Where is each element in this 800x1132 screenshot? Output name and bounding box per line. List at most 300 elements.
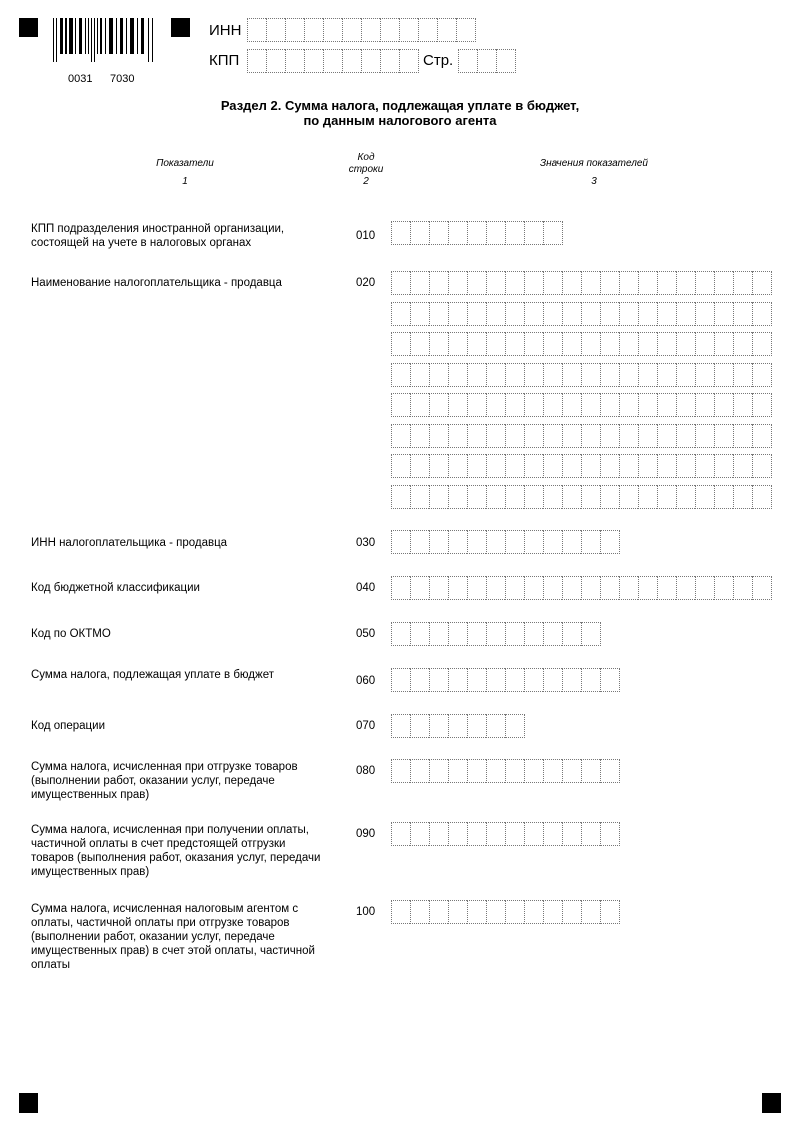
char-cell[interactable] xyxy=(505,454,524,478)
row-field-010[interactable] xyxy=(391,221,563,245)
char-cell[interactable] xyxy=(486,485,505,509)
char-cell[interactable] xyxy=(467,302,486,326)
char-cell[interactable] xyxy=(600,424,619,448)
char-cell[interactable] xyxy=(657,332,676,356)
char-cell[interactable] xyxy=(467,332,486,356)
char-cell[interactable] xyxy=(524,221,543,245)
char-cell[interactable] xyxy=(391,393,410,417)
char-cell[interactable] xyxy=(657,271,676,295)
char-cell[interactable] xyxy=(486,576,505,600)
char-cell[interactable] xyxy=(619,454,638,478)
char-cell[interactable] xyxy=(657,454,676,478)
char-cell[interactable] xyxy=(391,530,410,554)
char-cell[interactable] xyxy=(505,332,524,356)
char-cell[interactable] xyxy=(391,221,410,245)
char-cell[interactable] xyxy=(752,393,772,417)
row-field-070[interactable] xyxy=(391,714,525,738)
char-cell[interactable] xyxy=(429,822,448,846)
char-cell[interactable] xyxy=(581,822,600,846)
char-cell[interactable] xyxy=(467,822,486,846)
char-cell[interactable] xyxy=(467,485,486,509)
char-cell[interactable] xyxy=(486,393,505,417)
char-cell[interactable] xyxy=(448,822,467,846)
char-cell[interactable] xyxy=(581,454,600,478)
char-cell[interactable] xyxy=(361,49,380,73)
char-cell[interactable] xyxy=(733,332,752,356)
char-cell[interactable] xyxy=(543,822,562,846)
char-cell[interactable] xyxy=(448,485,467,509)
char-cell[interactable] xyxy=(410,822,429,846)
char-cell[interactable] xyxy=(505,302,524,326)
char-cell[interactable] xyxy=(752,302,772,326)
char-cell[interactable] xyxy=(600,454,619,478)
row-field-050[interactable] xyxy=(391,622,601,646)
char-cell[interactable] xyxy=(657,424,676,448)
char-cell[interactable] xyxy=(410,759,429,783)
char-cell[interactable] xyxy=(562,424,581,448)
char-cell[interactable] xyxy=(429,485,448,509)
char-cell[interactable] xyxy=(266,18,285,42)
char-cell[interactable] xyxy=(410,271,429,295)
char-cell[interactable] xyxy=(543,221,563,245)
char-cell[interactable] xyxy=(600,576,619,600)
char-cell[interactable] xyxy=(467,900,486,924)
char-cell[interactable] xyxy=(467,576,486,600)
char-cell[interactable] xyxy=(695,363,714,387)
char-cell[interactable] xyxy=(410,485,429,509)
char-cell[interactable] xyxy=(437,18,456,42)
char-cell[interactable] xyxy=(714,424,733,448)
char-cell[interactable] xyxy=(581,271,600,295)
char-cell[interactable] xyxy=(429,363,448,387)
char-cell[interactable] xyxy=(467,271,486,295)
char-cell[interactable] xyxy=(600,900,620,924)
char-cell[interactable] xyxy=(619,363,638,387)
char-cell[interactable] xyxy=(581,393,600,417)
char-cell[interactable] xyxy=(429,668,448,692)
row-field-020-line-5[interactable] xyxy=(391,393,772,417)
char-cell[interactable] xyxy=(657,393,676,417)
char-cell[interactable] xyxy=(600,302,619,326)
char-cell[interactable] xyxy=(714,454,733,478)
char-cell[interactable] xyxy=(505,363,524,387)
char-cell[interactable] xyxy=(562,393,581,417)
char-cell[interactable] xyxy=(486,530,505,554)
char-cell[interactable] xyxy=(695,332,714,356)
char-cell[interactable] xyxy=(391,668,410,692)
char-cell[interactable] xyxy=(600,530,620,554)
char-cell[interactable] xyxy=(342,49,361,73)
char-cell[interactable] xyxy=(581,900,600,924)
char-cell[interactable] xyxy=(600,668,620,692)
char-cell[interactable] xyxy=(448,424,467,448)
char-cell[interactable] xyxy=(429,714,448,738)
char-cell[interactable] xyxy=(410,530,429,554)
char-cell[interactable] xyxy=(448,576,467,600)
char-cell[interactable] xyxy=(448,221,467,245)
char-cell[interactable] xyxy=(429,900,448,924)
char-cell[interactable] xyxy=(543,668,562,692)
char-cell[interactable] xyxy=(752,454,772,478)
char-cell[interactable] xyxy=(467,759,486,783)
char-cell[interactable] xyxy=(399,49,419,73)
char-cell[interactable] xyxy=(410,668,429,692)
char-cell[interactable] xyxy=(581,668,600,692)
char-cell[interactable] xyxy=(562,332,581,356)
char-cell[interactable] xyxy=(657,576,676,600)
char-cell[interactable] xyxy=(391,363,410,387)
row-field-020-line-1[interactable] xyxy=(391,271,772,295)
char-cell[interactable] xyxy=(581,530,600,554)
char-cell[interactable] xyxy=(505,530,524,554)
char-cell[interactable] xyxy=(304,18,323,42)
char-cell[interactable] xyxy=(752,485,772,509)
char-cell[interactable] xyxy=(714,332,733,356)
char-cell[interactable] xyxy=(524,759,543,783)
row-field-060[interactable] xyxy=(391,668,620,692)
char-cell[interactable] xyxy=(429,271,448,295)
char-cell[interactable] xyxy=(714,485,733,509)
char-cell[interactable] xyxy=(247,18,266,42)
char-cell[interactable] xyxy=(448,302,467,326)
char-cell[interactable] xyxy=(285,49,304,73)
char-cell[interactable] xyxy=(429,759,448,783)
char-cell[interactable] xyxy=(543,332,562,356)
char-cell[interactable] xyxy=(638,271,657,295)
char-cell[interactable] xyxy=(467,714,486,738)
row-field-020-line-3[interactable] xyxy=(391,332,772,356)
char-cell[interactable] xyxy=(543,622,562,646)
char-cell[interactable] xyxy=(410,393,429,417)
char-cell[interactable] xyxy=(486,668,505,692)
char-cell[interactable] xyxy=(695,424,714,448)
char-cell[interactable] xyxy=(285,18,304,42)
char-cell[interactable] xyxy=(410,332,429,356)
char-cell[interactable] xyxy=(638,576,657,600)
char-cell[interactable] xyxy=(467,454,486,478)
char-cell[interactable] xyxy=(486,714,505,738)
char-cell[interactable] xyxy=(752,424,772,448)
char-cell[interactable] xyxy=(486,271,505,295)
char-cell[interactable] xyxy=(429,332,448,356)
char-cell[interactable] xyxy=(600,332,619,356)
char-cell[interactable] xyxy=(410,622,429,646)
char-cell[interactable] xyxy=(391,454,410,478)
char-cell[interactable] xyxy=(505,221,524,245)
char-cell[interactable] xyxy=(505,271,524,295)
char-cell[interactable] xyxy=(733,363,752,387)
char-cell[interactable] xyxy=(486,332,505,356)
row-field-030[interactable] xyxy=(391,530,620,554)
char-cell[interactable] xyxy=(410,576,429,600)
char-cell[interactable] xyxy=(505,576,524,600)
kpp-field[interactable] xyxy=(247,49,419,73)
char-cell[interactable] xyxy=(410,221,429,245)
char-cell[interactable] xyxy=(581,485,600,509)
char-cell[interactable] xyxy=(638,424,657,448)
char-cell[interactable] xyxy=(524,363,543,387)
char-cell[interactable] xyxy=(638,302,657,326)
char-cell[interactable] xyxy=(391,302,410,326)
char-cell[interactable] xyxy=(486,622,505,646)
char-cell[interactable] xyxy=(543,363,562,387)
char-cell[interactable] xyxy=(429,221,448,245)
char-cell[interactable] xyxy=(714,393,733,417)
char-cell[interactable] xyxy=(733,454,752,478)
char-cell[interactable] xyxy=(505,668,524,692)
char-cell[interactable] xyxy=(380,18,399,42)
char-cell[interactable] xyxy=(524,822,543,846)
char-cell[interactable] xyxy=(524,622,543,646)
char-cell[interactable] xyxy=(733,576,752,600)
char-cell[interactable] xyxy=(581,622,601,646)
char-cell[interactable] xyxy=(676,454,695,478)
char-cell[interactable] xyxy=(448,900,467,924)
char-cell[interactable] xyxy=(695,302,714,326)
char-cell[interactable] xyxy=(752,271,772,295)
row-field-020-line-6[interactable] xyxy=(391,424,772,448)
char-cell[interactable] xyxy=(342,18,361,42)
char-cell[interactable] xyxy=(619,332,638,356)
char-cell[interactable] xyxy=(429,302,448,326)
char-cell[interactable] xyxy=(714,271,733,295)
char-cell[interactable] xyxy=(410,900,429,924)
char-cell[interactable] xyxy=(448,759,467,783)
char-cell[interactable] xyxy=(467,622,486,646)
char-cell[interactable] xyxy=(429,393,448,417)
char-cell[interactable] xyxy=(391,332,410,356)
char-cell[interactable] xyxy=(410,424,429,448)
char-cell[interactable] xyxy=(562,302,581,326)
char-cell[interactable] xyxy=(486,302,505,326)
char-cell[interactable] xyxy=(505,622,524,646)
char-cell[interactable] xyxy=(562,271,581,295)
char-cell[interactable] xyxy=(448,271,467,295)
char-cell[interactable] xyxy=(391,759,410,783)
char-cell[interactable] xyxy=(410,363,429,387)
char-cell[interactable] xyxy=(456,18,476,42)
char-cell[interactable] xyxy=(619,302,638,326)
char-cell[interactable] xyxy=(733,424,752,448)
char-cell[interactable] xyxy=(619,424,638,448)
char-cell[interactable] xyxy=(657,363,676,387)
char-cell[interactable] xyxy=(562,900,581,924)
char-cell[interactable] xyxy=(391,714,410,738)
char-cell[interactable] xyxy=(399,18,418,42)
char-cell[interactable] xyxy=(581,424,600,448)
char-cell[interactable] xyxy=(676,332,695,356)
char-cell[interactable] xyxy=(695,576,714,600)
char-cell[interactable] xyxy=(505,485,524,509)
char-cell[interactable] xyxy=(429,622,448,646)
char-cell[interactable] xyxy=(505,714,525,738)
char-cell[interactable] xyxy=(600,363,619,387)
char-cell[interactable] xyxy=(543,271,562,295)
char-cell[interactable] xyxy=(600,759,620,783)
char-cell[interactable] xyxy=(391,900,410,924)
char-cell[interactable] xyxy=(448,363,467,387)
char-cell[interactable] xyxy=(524,454,543,478)
char-cell[interactable] xyxy=(486,900,505,924)
char-cell[interactable] xyxy=(505,900,524,924)
char-cell[interactable] xyxy=(638,393,657,417)
char-cell[interactable] xyxy=(714,302,733,326)
char-cell[interactable] xyxy=(448,332,467,356)
char-cell[interactable] xyxy=(429,576,448,600)
char-cell[interactable] xyxy=(676,485,695,509)
row-field-080[interactable] xyxy=(391,759,620,783)
char-cell[interactable] xyxy=(600,393,619,417)
char-cell[interactable] xyxy=(581,332,600,356)
char-cell[interactable] xyxy=(429,424,448,448)
char-cell[interactable] xyxy=(676,363,695,387)
char-cell[interactable] xyxy=(581,759,600,783)
char-cell[interactable] xyxy=(247,49,266,73)
char-cell[interactable] xyxy=(676,271,695,295)
char-cell[interactable] xyxy=(562,454,581,478)
char-cell[interactable] xyxy=(733,485,752,509)
char-cell[interactable] xyxy=(752,332,772,356)
char-cell[interactable] xyxy=(524,485,543,509)
row-field-090[interactable] xyxy=(391,822,620,846)
char-cell[interactable] xyxy=(391,576,410,600)
char-cell[interactable] xyxy=(467,393,486,417)
char-cell[interactable] xyxy=(562,576,581,600)
char-cell[interactable] xyxy=(429,454,448,478)
char-cell[interactable] xyxy=(562,668,581,692)
char-cell[interactable] xyxy=(448,530,467,554)
char-cell[interactable] xyxy=(505,822,524,846)
char-cell[interactable] xyxy=(619,576,638,600)
char-cell[interactable] xyxy=(562,363,581,387)
char-cell[interactable] xyxy=(657,302,676,326)
row-field-100[interactable] xyxy=(391,900,620,924)
char-cell[interactable] xyxy=(448,714,467,738)
char-cell[interactable] xyxy=(752,576,772,600)
char-cell[interactable] xyxy=(486,363,505,387)
char-cell[interactable] xyxy=(619,271,638,295)
char-cell[interactable] xyxy=(733,302,752,326)
char-cell[interactable] xyxy=(638,332,657,356)
char-cell[interactable] xyxy=(543,424,562,448)
char-cell[interactable] xyxy=(619,485,638,509)
char-cell[interactable] xyxy=(391,271,410,295)
char-cell[interactable] xyxy=(543,454,562,478)
char-cell[interactable] xyxy=(733,393,752,417)
char-cell[interactable] xyxy=(581,363,600,387)
char-cell[interactable] xyxy=(486,221,505,245)
char-cell[interactable] xyxy=(676,576,695,600)
char-cell[interactable] xyxy=(638,363,657,387)
char-cell[interactable] xyxy=(429,530,448,554)
char-cell[interactable] xyxy=(543,530,562,554)
char-cell[interactable] xyxy=(391,622,410,646)
char-cell[interactable] xyxy=(486,424,505,448)
row-field-020-line-2[interactable] xyxy=(391,302,772,326)
char-cell[interactable] xyxy=(581,302,600,326)
char-cell[interactable] xyxy=(543,393,562,417)
char-cell[interactable] xyxy=(467,221,486,245)
char-cell[interactable] xyxy=(524,393,543,417)
char-cell[interactable] xyxy=(410,714,429,738)
char-cell[interactable] xyxy=(562,530,581,554)
char-cell[interactable] xyxy=(581,576,600,600)
char-cell[interactable] xyxy=(448,622,467,646)
char-cell[interactable] xyxy=(562,822,581,846)
char-cell[interactable] xyxy=(676,393,695,417)
char-cell[interactable] xyxy=(505,393,524,417)
char-cell[interactable] xyxy=(695,454,714,478)
char-cell[interactable] xyxy=(714,363,733,387)
char-cell[interactable] xyxy=(524,576,543,600)
char-cell[interactable] xyxy=(562,622,581,646)
char-cell[interactable] xyxy=(304,49,323,73)
row-field-020-line-4[interactable] xyxy=(391,363,772,387)
char-cell[interactable] xyxy=(695,485,714,509)
char-cell[interactable] xyxy=(543,485,562,509)
char-cell[interactable] xyxy=(543,759,562,783)
char-cell[interactable] xyxy=(467,363,486,387)
char-cell[interactable] xyxy=(477,49,496,73)
char-cell[interactable] xyxy=(448,393,467,417)
char-cell[interactable] xyxy=(562,485,581,509)
char-cell[interactable] xyxy=(524,900,543,924)
char-cell[interactable] xyxy=(600,485,619,509)
char-cell[interactable] xyxy=(467,530,486,554)
page-number-field[interactable] xyxy=(458,49,516,73)
char-cell[interactable] xyxy=(543,900,562,924)
char-cell[interactable] xyxy=(600,271,619,295)
char-cell[interactable] xyxy=(543,576,562,600)
char-cell[interactable] xyxy=(657,485,676,509)
char-cell[interactable] xyxy=(380,49,399,73)
row-field-040[interactable] xyxy=(391,576,772,600)
inn-field[interactable] xyxy=(247,18,476,42)
char-cell[interactable] xyxy=(458,49,477,73)
char-cell[interactable] xyxy=(676,424,695,448)
char-cell[interactable] xyxy=(266,49,285,73)
char-cell[interactable] xyxy=(467,424,486,448)
char-cell[interactable] xyxy=(524,271,543,295)
char-cell[interactable] xyxy=(524,530,543,554)
char-cell[interactable] xyxy=(524,424,543,448)
char-cell[interactable] xyxy=(505,424,524,448)
row-field-020-line-8[interactable] xyxy=(391,485,772,509)
row-field-020-line-7[interactable] xyxy=(391,454,772,478)
char-cell[interactable] xyxy=(323,18,342,42)
char-cell[interactable] xyxy=(486,822,505,846)
char-cell[interactable] xyxy=(562,759,581,783)
char-cell[interactable] xyxy=(676,302,695,326)
char-cell[interactable] xyxy=(361,18,380,42)
char-cell[interactable] xyxy=(695,271,714,295)
char-cell[interactable] xyxy=(323,49,342,73)
char-cell[interactable] xyxy=(391,822,410,846)
char-cell[interactable] xyxy=(496,49,516,73)
char-cell[interactable] xyxy=(418,18,437,42)
char-cell[interactable] xyxy=(543,302,562,326)
char-cell[interactable] xyxy=(638,454,657,478)
char-cell[interactable] xyxy=(600,822,620,846)
char-cell[interactable] xyxy=(524,332,543,356)
char-cell[interactable] xyxy=(448,668,467,692)
char-cell[interactable] xyxy=(695,393,714,417)
char-cell[interactable] xyxy=(467,668,486,692)
char-cell[interactable] xyxy=(486,454,505,478)
char-cell[interactable] xyxy=(714,576,733,600)
char-cell[interactable] xyxy=(619,393,638,417)
char-cell[interactable] xyxy=(391,485,410,509)
